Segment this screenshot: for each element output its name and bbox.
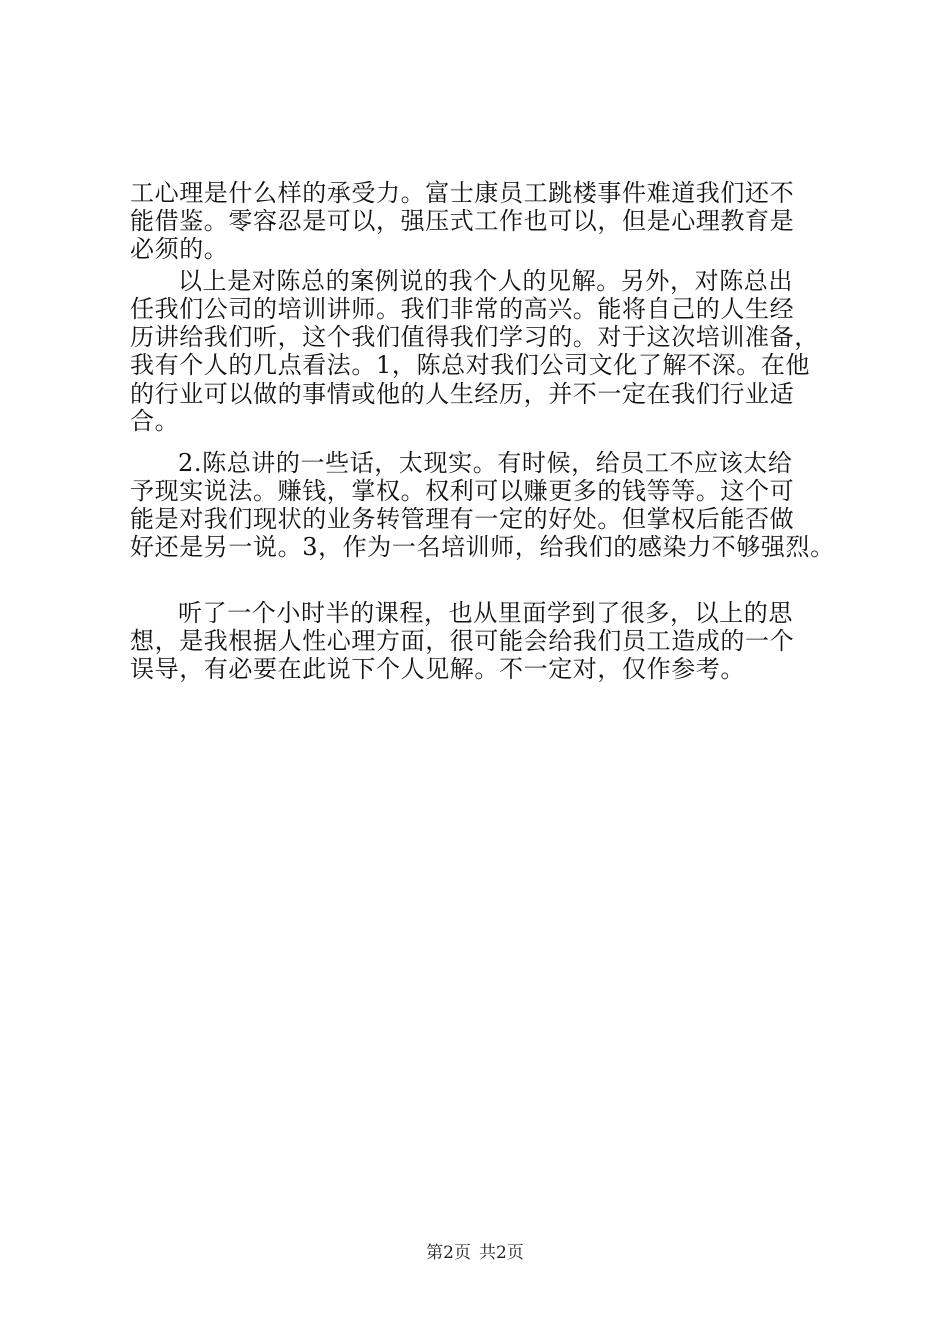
page-number: 第2页 (426, 1243, 471, 1263)
text-line-14: 听了一个小时半的课程，也从里面学到了很多，以上的思 (178, 599, 793, 627)
text-line-7: 我有个人的几点看法。1，陈总对我们公司文化了解不深。在他 (130, 351, 811, 379)
page-footer (0, 1242, 950, 1264)
text-line-9: 合。 (130, 407, 180, 435)
text-line-4: 以上是对陈总的案例说的我个人的见解。另外，对陈总出 (178, 267, 793, 295)
text-line-2: 能借鉴。零容忍是可以，强压式工作也可以，但是心理教育是 (130, 207, 795, 235)
text-line-8: 的行业可以做的事情或他的人生经历，并不一定在我们行业适 (130, 380, 795, 408)
page-total: 共2页 (479, 1243, 524, 1263)
text-line-10: 2.陈总讲的一些话，太现实。有时候，给员工不应该太给 (178, 449, 793, 477)
text-line-6: 历讲给我们听，这个我们值得我们学习的。对于这次培训准备， (130, 323, 819, 351)
text-line-1: 工心理是什么样的承受力。富士康员工跳楼事件难道我们还不 (130, 179, 795, 207)
text-line-13: 好还是另一说。3，作为一名培训师，给我们的感染力不够强烈。 (130, 533, 835, 561)
text-line-11: 予现实说法。赚钱，掌权。权利可以赚更多的钱等等。这个可 (130, 477, 795, 505)
text-line-15: 想，是我根据人性心理方面，很可能会给我们员工造成的一个 (130, 627, 795, 655)
text-line-16: 误导，有必要在此说下个人见解。不一定对，仅作参考。 (130, 655, 745, 683)
text-line-3: 必须的。 (130, 235, 229, 263)
text-line-5: 任我们公司的培训讲师。我们非常的高兴。能将自己的人生经 (130, 295, 795, 323)
text-line-12: 能是对我们现状的业务转管理有一定的好处。但掌权后能否做 (130, 505, 795, 533)
